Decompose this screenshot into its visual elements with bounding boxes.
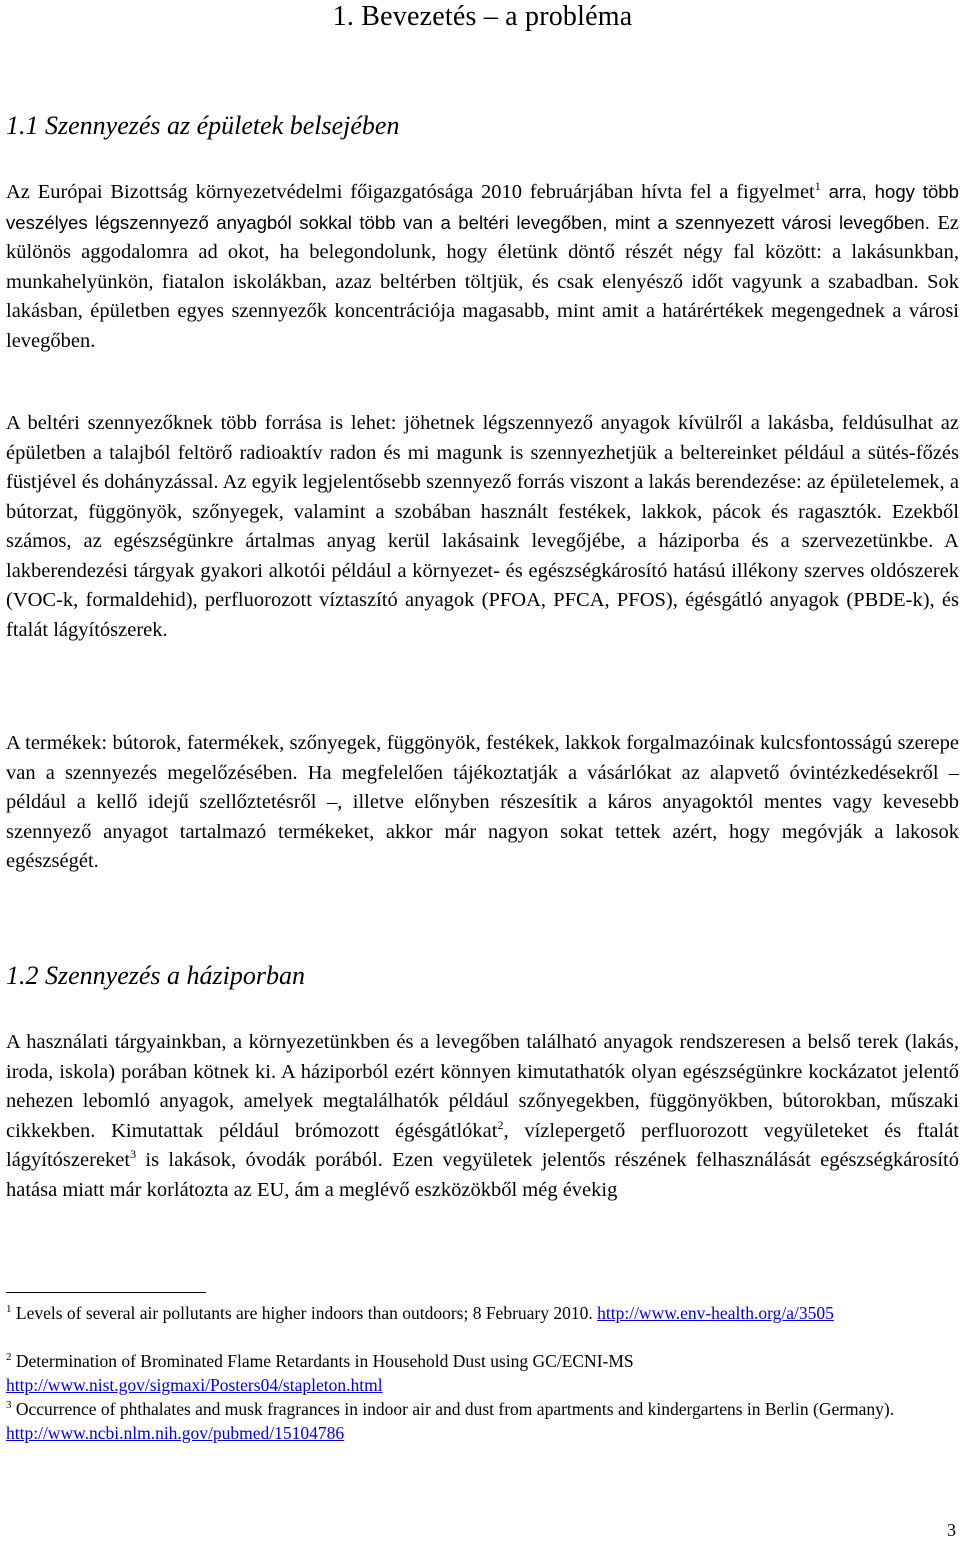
footnote-number: 2 — [6, 1351, 12, 1364]
footnote-1 — [6, 1302, 906, 1326]
paragraph-text-sans: arra, hogy több veszélyes légszennyező anyagból sokkal több van a beltéri levegőben, mint a szennyezett városi levegőben. — [6, 181, 959, 233]
footnote-1-link[interactable]: http://www.env-health.org/a/3505 — [597, 1303, 834, 1323]
footnote-3 — [6, 1398, 906, 1445]
footnote-2 — [6, 1350, 906, 1397]
footnote-ref-1[interactable]: 1 — [814, 179, 821, 194]
footnote-ref-3[interactable]: 3 — [130, 1147, 137, 1162]
section-2-title: 1.2 Szennyezés a háziporban — [6, 961, 305, 990]
chapter-title: 1. Bevezetés – a probléma — [332, 1, 633, 32]
section-1-paragraph-1 — [6, 177, 959, 356]
footnote-text: Occurrence of phthalates and musk fragrances in indoor air and dust from apartments and kindergartens in Berlin (Germany). — [11, 1399, 895, 1419]
footnote-text: Levels of several air pollutants are higher indoors than outdoors; 8 February 2010. — [11, 1303, 598, 1323]
section-2-paragraph-1 — [6, 1028, 959, 1205]
footnote-number: 3 — [6, 1399, 12, 1412]
footnote-ref-2[interactable]: 2 — [497, 1117, 504, 1132]
section-1-paragraph-3: A termékek: bútorok, fatermékek, szőnyegek, függönyök, festékek, lakkok forgalmazóinak kulcsfontosságú szerepe van a szennyezés megelőzésében. Ha megfelelően tájékoztatják a vásárlókat az alapvető óvintézkedésekről – például a kellő idejű szellőztetésről –, illetve előnyben részesítik a káros anyagoktól mentes vagy kevesebb szennyező anyagot tartalmazó termékeket, akkor már nagyon sokat tettek azért, hogy megóvják a lakosok egészségét. — [6, 732, 959, 872]
footnote-number: 1 — [6, 1303, 12, 1316]
footnote-2-link[interactable]: http://www.nist.gov/sigmaxi/Posters04/stapleton.html — [6, 1374, 383, 1395]
paragraph-text: is lakások, óvodák porából. Ezen vegyületek jelentős részének felhasználását egészségkárosító hatása miatt már korlátozta az EU, ám a meglévő eszközökből még évekig — [6, 1149, 959, 1201]
footnote-separator — [6, 1292, 206, 1293]
page-number: 3 — [947, 1520, 956, 1540]
paragraph-text: Az Európai Bizottság környezetvédelmi főigazgatósága 2010 februárjában hívta fel a figyelmet — [6, 181, 815, 203]
paragraph-text: A használati tárgyainkban, a környezetünkben és a levegőben található anyagok rendszeresen a belső terek (lakás, iroda, iskola) porában kötnek ki. A háziporból ezért könnyen kimutathatók olyan egészségünkre kockázatot jelentő nehezen lebomló anyagok, amelyek megtalálhatók például szőnyegekben, függönyökben, bútorokban, műszaki cikkekben. Kimutattak például brómozott égésgátlókat — [6, 1031, 959, 1142]
paragraph-text: Ez különös aggodalomra ad okot, ha belegondolunk, hogy életünk döntő részét négy fal között: a lakásunkban, munkahelyünkön, fiatalon iskolákban, azaz beltérben töltjük, és csak elenyésző időt vagyunk a szabadban. — [6, 211, 959, 293]
footnote-3-link[interactable]: http://www.ncbi.nlm.nih.gov/pubmed/15104786 — [6, 1422, 345, 1443]
section-1-title: 1.1 Szennyezés az épületek belsejében — [6, 111, 400, 140]
footnote-text: Determination of Brominated Flame Retardants in Household Dust using GC/ECNI-MS — [11, 1351, 634, 1371]
section-1-paragraph-2: A beltéri szennyezőknek több forrása is lehet: jöhetnek légszennyező anyagok kívülről a lakásba, feldúsulhat az épületben a talajból feltörő radioaktív radon és mi magunk is szennyezhetjük a beltereinket például a sütés-főzés füstjével és dohányzással. Az egyik legjelentősebb szennyező forrás viszont a lakás berendezése: az épületelemek, a bútorzat, függönyök, szőnyegek, valamint a szobában használt festékek, lakkok, pácok és ragasztók. Ezekből számos, az egészségünkre ártalmas anyag kerül lakásaink levegőjébe, a háziporba és a szervezetünkbe. A lakberendezési tárgyak gyakori alkotói például a környezet- és egészségkárosító hatású illékony szerves oldószerek (VOC-k, formaldehid), perfluorozott víztaszító anyagok (PFOA, PFCA, PFOS), égésgátló anyagok (PBDE-k), és ftalát lágyítószerek. — [6, 412, 959, 641]
paragraph-text: , vízlepergető perfluorozott vegyületeket és ftalát lágyítószereket — [6, 1119, 959, 1171]
paragraph-text: Sok lakásban, épületben egyes szennyezők koncentrációja magasabb, mint amit a határértékek megengednek a városi levegőben. — [6, 270, 959, 352]
